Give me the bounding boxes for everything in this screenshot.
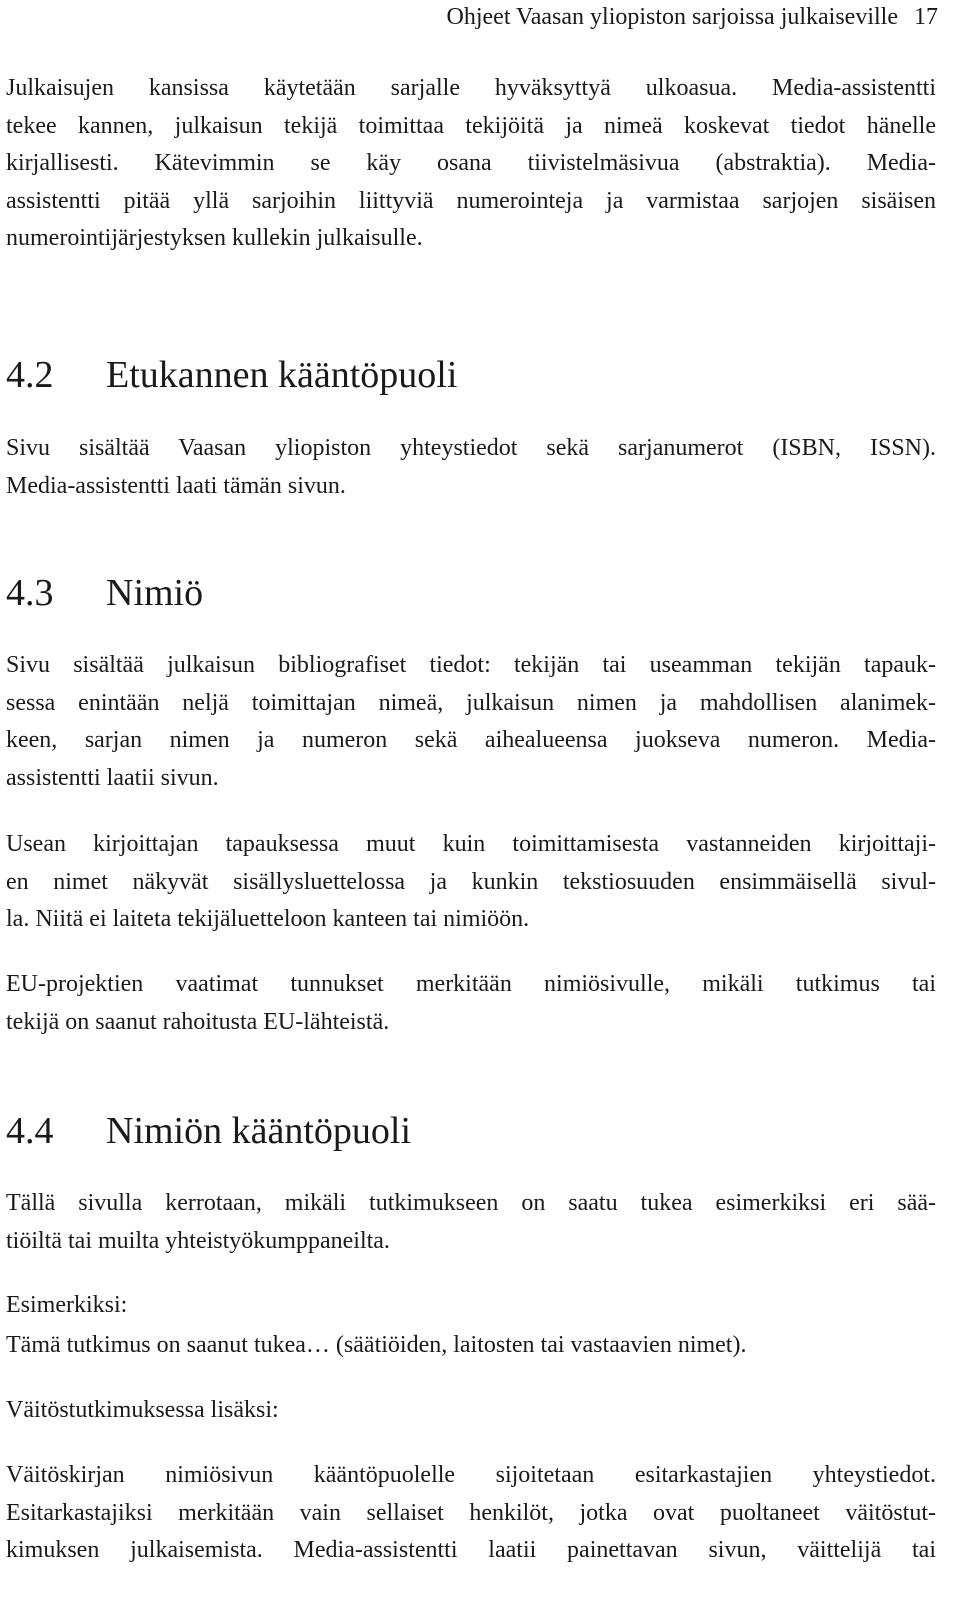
- section-4-4-paragraph-2: [6, 1457, 936, 1570]
- intro-paragraph: [6, 70, 936, 258]
- text-line: Väitöskirjan nimiösivun kääntöpuolelle sijoitetaan esitarkastajien yhteystiedot.: [6, 1462, 936, 1488]
- text-line: Tämä tutkimus on saanut tukea… (säätiöiden, laitosten tai vastaavien nimet).: [6, 1332, 747, 1358]
- section-4-3-paragraph-2: [6, 826, 936, 939]
- text-line: assistentti pitää yllä sarjoihin liittyviä numerointeja ja varmistaa sarjojen sisäisen: [6, 187, 936, 214]
- text-line: assistentti laatii sivun.: [6, 764, 219, 791]
- text-line: tiöiltä tai muilta yhteistyökumppaneilta.: [6, 1227, 390, 1254]
- section-4-4-paragraph-1: [6, 1185, 936, 1260]
- section-title: Nimiön kääntöpuoli: [106, 1110, 412, 1152]
- text-line: Sivu sisältää Vaasan yliopiston yhteystiedot sekä sarjanumerot (ISBN, ISSN).: [6, 435, 936, 461]
- text-line: Media-assistentti laati tämän sivun.: [6, 472, 346, 499]
- text-line: la. Niitä ei laiteta tekijäluetteloon kanteen tai nimiöön.: [6, 906, 530, 932]
- text-line: Esimerkiksi:: [6, 1292, 128, 1318]
- text-line: Esitarkastajiksi merkitään vain sellaiset henkilöt, jotka ovat puoltaneet väitöstut-: [6, 1499, 936, 1526]
- text-line: tekee kannen, julkaisun tekijä toimittaa tekijöitä ja nimeä koskevat tiedot hänelle: [6, 112, 936, 139]
- section-heading-4-4: [6, 1109, 411, 1153]
- thesis-label: [6, 1392, 936, 1430]
- running-header: [447, 2, 938, 42]
- text-line: kirjallisesti. Kätevimmin se käy osana tiivistelmäsivua (abstraktia). Media-: [6, 150, 936, 176]
- text-line: Usean kirjoittajan tapauksessa muut kuin toimittamisesta vastanneiden kirjoittaji-: [6, 831, 936, 857]
- section-heading-4-2: [6, 353, 457, 397]
- text-line: tekijä on saanut rahoitusta EU-lähteistä.: [6, 1008, 390, 1035]
- section-number: 4.3: [6, 572, 54, 614]
- text-line: en nimet näkyvät sisällysluettelossa ja kunkin tekstiosuuden ensimmäisellä sivul-: [6, 868, 936, 895]
- section-heading-4-3: [6, 571, 203, 615]
- example-label: [6, 1287, 936, 1325]
- text-line: numerointijärjestyksen kullekin julkaisulle.: [6, 225, 423, 251]
- section-number: 4.4: [6, 1110, 54, 1152]
- text-line: sessa enintään neljä toimittajan nimeä, julkaisun nimen ja mahdollisen alanimek-: [6, 689, 936, 716]
- section-title: Etukannen kääntöpuoli: [106, 354, 458, 396]
- section-4-2-paragraph: [6, 430, 936, 505]
- section-4-3-paragraph-1: [6, 647, 936, 797]
- text-line: kimuksen julkaisemista. Media-assistentti laatii painettavan sivun, väittelijä tai: [6, 1537, 936, 1563]
- section-number: 4.2: [6, 354, 54, 396]
- section-4-3-paragraph-3: [6, 966, 936, 1041]
- text-line: EU-projektien vaatimat tunnukset merkitään nimiösivulle, mikäli tutkimus tai: [6, 971, 936, 997]
- text-line: Tällä sivulla kerrotaan, mikäli tutkimukseen on saatu tukea esimerkiksi eri sää-: [6, 1190, 936, 1216]
- running-title: Ohjeet Vaasan yliopiston sarjoissa julkaiseville: [446, 4, 898, 30]
- text-line: Julkaisujen kansissa käytetään sarjalle hyväksyttyä ulkoasua. Media-assistentti: [6, 75, 936, 101]
- text-line: Sivu sisältää julkaisun bibliografiset tiedot: tekijän tai useamman tekijän tapauk-: [6, 652, 936, 678]
- text-line: Väitöstutkimuksessa lisäksi:: [6, 1397, 279, 1423]
- page-number: 17: [914, 4, 938, 30]
- section-title: Nimiö: [106, 572, 204, 614]
- example-text: [6, 1327, 936, 1365]
- text-line: keen, sarjan nimen ja numeron sekä aihealueensa juokseva numeron. Media-: [6, 727, 936, 753]
